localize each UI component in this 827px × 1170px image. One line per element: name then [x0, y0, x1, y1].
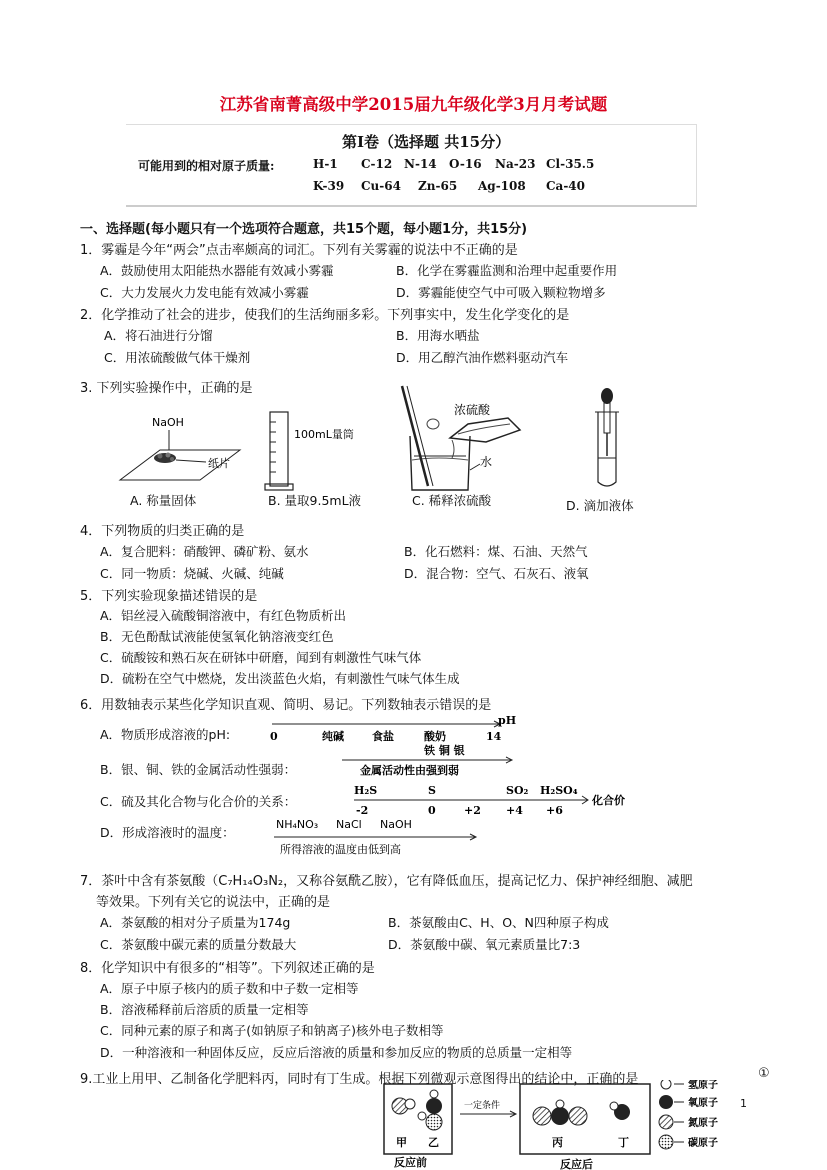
reactant-jia: 甲: [396, 1136, 407, 1149]
paper-label: 纸片: [208, 457, 230, 470]
figure-dropping-liquid: [582, 386, 632, 490]
mass-item: O-16: [449, 157, 482, 171]
circled-mark: ①: [758, 1066, 770, 1081]
ph-number-line: [266, 712, 516, 746]
q5-stem: 5．下列实验现象描述错误的是: [80, 589, 258, 604]
temp-species-2: NaCl: [336, 818, 362, 831]
ph-end: 14: [486, 730, 502, 743]
mass-item: H-1: [313, 157, 338, 171]
q6-stem: 6．用数轴表示某些化学知识直观、简明、易记。下列数轴表示错误的是: [80, 698, 492, 713]
mass-item: K-39: [313, 179, 345, 193]
ph-label-2: 食盐: [372, 730, 394, 743]
section-one-heading: 一、选择题(每小题只有一个选项符合题意，共15个题，每小题1分，共15分): [80, 222, 528, 237]
valence-axis-label: 化合价: [592, 794, 625, 807]
temp-caption: 所得溶液的温度由低到高: [280, 843, 401, 856]
q1-stem: 1．雾霾是今年“两会”点击率颇高的词汇。下列有关雾霾的说法中不正确的是: [80, 243, 518, 258]
q7-option-b: B．茶氨酸由C、H、O、N四种原子构成: [388, 915, 609, 930]
q7-stem-cont: 等效果。下列有关它的说法中，正确的是: [96, 895, 331, 910]
valence-species-4: H₂SO₄: [540, 784, 578, 797]
q7-stem: 7．茶叶中含有茶氨酸（C₇H₁₄O₃N₂，又称谷氨酰乙胺），它有降低血压，提高记忆力、保护神经细胞、减肥: [80, 874, 693, 889]
q8-option-d: D．一种溶液和一种固体反应，反应后溶液的质量和参加反应的物质的总质量一定相等: [100, 1045, 573, 1060]
mass-item: Ca-40: [546, 179, 586, 193]
q9-stem: 9.工业上用甲、乙制备化学肥料丙，同时有丁生成。根据下列微观示意图得出的结论中，正确的是: [80, 1072, 639, 1087]
water-label: 水: [480, 455, 493, 469]
q1-option-d: D．雾霾能使空气中可吸入颗粒物增多: [396, 285, 606, 300]
q2-stem: 2．化学推动了社会的进步，使我们的生活绚丽多彩。下列事实中，发生化学变化的是: [80, 308, 570, 323]
q2-option-a: A．将石油进行分馏: [104, 328, 213, 343]
legend-carbon: 碳原子: [688, 1138, 718, 1149]
valence-value-4: +4: [506, 804, 523, 817]
temp-species-3: NaOH: [380, 818, 412, 831]
legend-nitrogen: 氮原子: [688, 1118, 718, 1129]
q7-option-a: A．茶氨酸的相对分子质量为174g: [100, 915, 291, 930]
q3-option-d: D. 滴加液体: [566, 498, 634, 513]
figure-weighing-solid: [110, 412, 250, 492]
q6-option-c: C．硫及其化合物与化合价的关系：: [100, 794, 297, 809]
mass-item: Zn-65: [418, 179, 458, 193]
q1-option-a: A．鼓励使用太阳能热水器能有效减小雾霾: [100, 263, 334, 278]
legend-oxygen: 氧原子: [688, 1098, 718, 1109]
naoh-label: NaOH: [152, 416, 184, 429]
temperature-line: [270, 815, 490, 859]
before-label: 反应前: [394, 1156, 427, 1169]
mass-item: Cl-35.5: [546, 157, 595, 171]
valence-number-line: [350, 782, 650, 818]
q2-option-d: D．用乙醇汽油作燃料驱动汽车: [396, 350, 569, 365]
mass-item: Ag-108: [478, 179, 526, 193]
ph-label-1: 纯碱: [322, 730, 344, 743]
q7-option-c: C．茶氨酸中碳元素的质量分数最大: [100, 937, 297, 952]
metal-order-label: 铁 铜 银: [424, 744, 465, 757]
mass-item: Cu-64: [361, 179, 401, 193]
acid-label: 浓硫酸: [454, 403, 491, 417]
q8-option-b: B．溶液稀释前后溶质的质量一定相等: [100, 1002, 309, 1017]
q3-option-c: C. 稀释浓硫酸: [412, 493, 492, 508]
q5-option-b: B．无色酚酞试液能使氢氧化钠溶液变红色: [100, 629, 334, 644]
page-number: 1: [740, 1097, 747, 1110]
q7-option-d: D．茶氨酸中碳、氧元素质量比7:3: [388, 937, 581, 952]
legend-hydrogen: 氢原子: [688, 1080, 718, 1091]
q3-option-b: B. 量取9.5mL液: [268, 493, 362, 508]
q8-stem: 8．化学知识中有很多的“相等”。下列叙述正确的是: [80, 961, 375, 976]
cylinder-label: 100mL量筒: [294, 428, 354, 441]
q4-option-c: C．同一物质：烧碱、火碱、纯碱: [100, 566, 284, 581]
q5-option-c: C．硫酸铵和熟石灰在研钵中研磨，闻到有刺激性气味气体: [100, 650, 422, 665]
ph-label-3: 酸奶: [424, 730, 446, 743]
metal-activity-line: [336, 742, 526, 778]
reaction-micro-diagram: [376, 1080, 776, 1170]
mass-item: N-14: [404, 157, 437, 171]
valence-species-3: SO₂: [506, 784, 529, 797]
q2-option-c: C．用浓硫酸做气体干燥剂: [104, 350, 251, 365]
valence-species-2: S: [428, 784, 436, 797]
section-heading: 第Ⅰ卷（选择题 共15分）: [342, 133, 511, 151]
q1-option-b: B．化学在雾霾监测和治理中起重要作用: [396, 263, 618, 278]
q4-option-a: A．复合肥料：硝酸钾、磷矿粉、氨水: [100, 544, 309, 559]
page-title: 江苏省南菁高级中学2015届九年级化学3月月考试题: [219, 95, 608, 114]
q3-stem: 3. 下列实验操作中，正确的是: [80, 381, 253, 396]
q3-option-a: A. 称量固体: [130, 493, 197, 508]
q6-option-d: D．形成溶液时的温度：: [100, 825, 235, 840]
valence-value-1: -2: [356, 804, 369, 817]
q8-option-c: C．同种元素的原子和离子(如钠原子和钠离子)核外电子数相等: [100, 1023, 444, 1038]
ph-axis-label: pH: [498, 714, 516, 727]
mass-item: C-12: [361, 157, 393, 171]
q6-option-b: B．银、铜、铁的金属活动性强弱：: [100, 762, 297, 777]
valence-species-1: H₂S: [354, 784, 378, 797]
ph-zero: 0: [270, 730, 278, 743]
q2-option-b: B．用海水晒盐: [396, 328, 480, 343]
q1-option-c: C．大力发展火力发电能有效减小雾霾: [100, 285, 309, 300]
valence-value-2: 0: [428, 804, 436, 817]
q4-option-b: B．化石燃料：煤、石油、天然气: [404, 544, 588, 559]
product-bing: 丙: [552, 1136, 563, 1149]
metal-activity-caption: 金属活动性由强到弱: [360, 764, 459, 777]
figure-diluting-acid: [398, 384, 543, 494]
reaction-condition: 一定条件: [464, 1101, 501, 1111]
reactant-yi: 乙: [428, 1136, 439, 1149]
valence-value-3: +2: [464, 804, 481, 817]
figure-measuring-cylinder: [262, 408, 372, 494]
q5-option-a: A．铝丝浸入硫酸铜溶液中，有红色物质析出: [100, 608, 347, 623]
product-ding: 丁: [618, 1136, 629, 1149]
after-label: 反应后: [560, 1158, 593, 1170]
q6-option-a: A．物质形成溶液的pH:: [100, 727, 231, 742]
mass-item: Na-23: [495, 157, 536, 171]
q8-option-a: A．原子中原子核内的质子数和中子数一定相等: [100, 981, 359, 996]
q4-stem: 4．下列物质的归类正确的是: [80, 524, 245, 539]
valence-value-5: +6: [546, 804, 563, 817]
q4-option-d: D．混合物：空气、石灰石、液氧: [404, 566, 589, 581]
q5-option-d: D．硫粉在空气中燃烧，发出淡蓝色火焰，有刺激性气味气体生成: [100, 671, 460, 686]
masses-label: 可能用到的相对原子质量:: [138, 159, 275, 173]
temp-species-1: NH₄NO₃: [276, 818, 319, 831]
